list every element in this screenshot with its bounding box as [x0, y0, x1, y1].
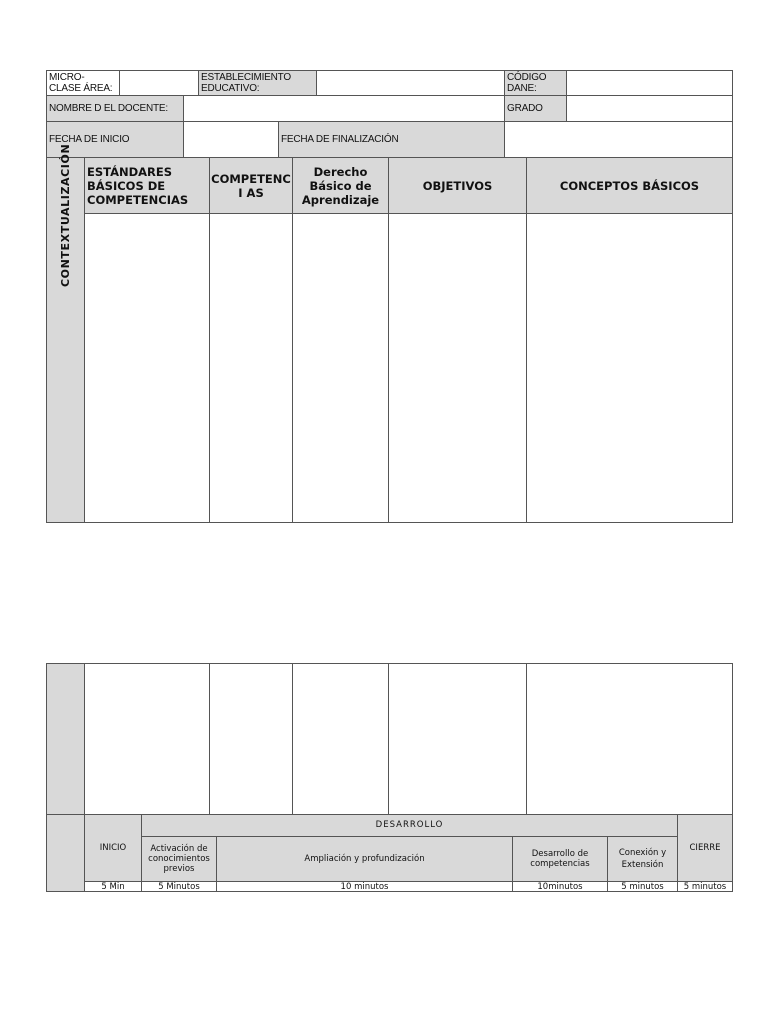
activacion-header: Activación de conocimientos previos — [141, 836, 216, 881]
establecimiento-label: ESTABLECIMIENTO EDUCATIVO: — [198, 71, 316, 95]
grado-field[interactable] — [566, 95, 732, 121]
cell-conceptos-cont[interactable] — [526, 664, 732, 814]
desarrollo-competencias-header: Desarrollo de competencias — [512, 836, 607, 881]
contextualizacion-label: CONTEXTUALIZACIÓN — [59, 143, 72, 287]
column-header-competencias: COMPETENCI AS — [209, 158, 292, 214]
cell-conceptos[interactable] — [526, 214, 732, 522]
micro-clase-area-label: MICRO- CLASE ÁREA: — [49, 72, 113, 94]
column-header-conceptos: CONCEPTOS BÁSICOS — [526, 158, 732, 214]
grado-label: GRADO — [504, 95, 566, 121]
fecha-finalizacion-label: FECHA DE FINALIZACIÓN — [278, 121, 504, 157]
time-activacion: 5 Minutos — [141, 881, 216, 891]
codigo-dane-field[interactable] — [566, 71, 732, 95]
time-ampliacion: 10 minutos — [216, 881, 512, 891]
nombre-docente-field[interactable] — [183, 95, 504, 121]
desarrollo-header: DESARROLLO — [141, 814, 677, 836]
time-desarrollo-competencias: 10minutos — [512, 881, 607, 891]
cell-competencias[interactable] — [209, 214, 292, 522]
micro-clase-area-field[interactable] — [119, 71, 197, 95]
cell-objetivos-cont[interactable] — [388, 664, 526, 814]
cell-estandares-cont[interactable] — [85, 664, 209, 814]
time-cierre: 5 minutos — [677, 881, 732, 891]
time-inicio: 5 Min — [85, 881, 141, 891]
cell-dba[interactable] — [292, 214, 388, 522]
column-header-objetivos: OBJETIVOS — [388, 158, 526, 214]
cell-estandares[interactable] — [85, 214, 209, 522]
establecimiento-field[interactable] — [316, 71, 504, 95]
fecha-finalizacion-field[interactable] — [504, 121, 732, 157]
ampliacion-header: Ampliación y profundización — [216, 836, 512, 881]
cell-objetivos[interactable] — [388, 214, 526, 522]
column-header-estandares: ESTÁNDARES BÁSICOS DE COMPETENCIAS — [85, 158, 209, 214]
inicio-header: INICIO — [85, 814, 141, 881]
side-column-upper — [47, 664, 85, 814]
cierre-header: CIERRE — [677, 814, 732, 881]
cell-competencias-cont[interactable] — [209, 664, 292, 814]
codigo-dane-label: CÓDIGO DANE: — [504, 71, 566, 95]
column-header-dba: Derecho Básico de Aprendizaje — [292, 158, 388, 214]
cell-dba-cont[interactable] — [292, 664, 388, 814]
fecha-inicio-label: FECHA DE INICIO — [47, 121, 183, 157]
nombre-docente-label: NOMBRE D EL DOCENTE: — [47, 95, 183, 121]
time-conexion: 5 minutos — [607, 881, 677, 891]
fecha-inicio-field[interactable] — [183, 121, 278, 157]
side-column-lower — [47, 814, 85, 891]
conexion-header: Conexión y Extensión — [607, 836, 677, 881]
